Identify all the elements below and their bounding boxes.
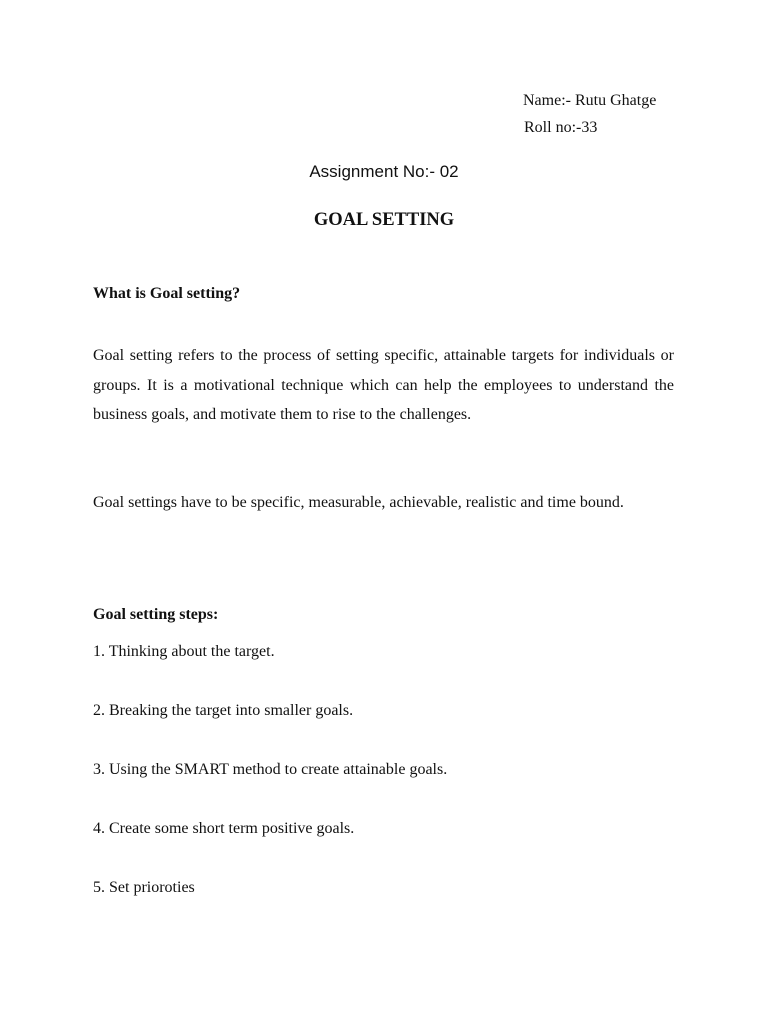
- document-title: GOAL SETTING: [313, 210, 455, 230]
- roll-number: Roll no:-33: [524, 119, 598, 136]
- step-item: 1. Thinking about the target.: [93, 643, 275, 660]
- step-item: 5. Set prioroties: [93, 879, 195, 896]
- step-item: 3. Using the SMART method to create attainable goals.: [93, 761, 448, 778]
- step-item: 4. Create some short term positive goals.: [93, 820, 355, 837]
- section-heading-steps: Goal setting steps:: [93, 606, 219, 623]
- author-name: Name:- Rutu Ghatge: [523, 92, 657, 109]
- step-item: 2. Breaking the target into smaller goals.: [93, 702, 354, 719]
- assignment-number: Assignment No:- 02: [309, 162, 459, 181]
- smart-paragraph: Goal settings have to be specific, measurable, achievable, realistic and time bound.: [93, 494, 624, 511]
- definition-paragraph: Goal setting refers to the process of setting specific, attainable targets for individuals or groups. It is a motivational technique which can help the employees to understand the business goals, and motivate them to rise to the challenges.: [93, 347, 674, 423]
- author-block: [523, 87, 656, 141]
- section-heading-what-is: What is Goal setting?: [93, 285, 241, 302]
- steps-list: [93, 641, 447, 936]
